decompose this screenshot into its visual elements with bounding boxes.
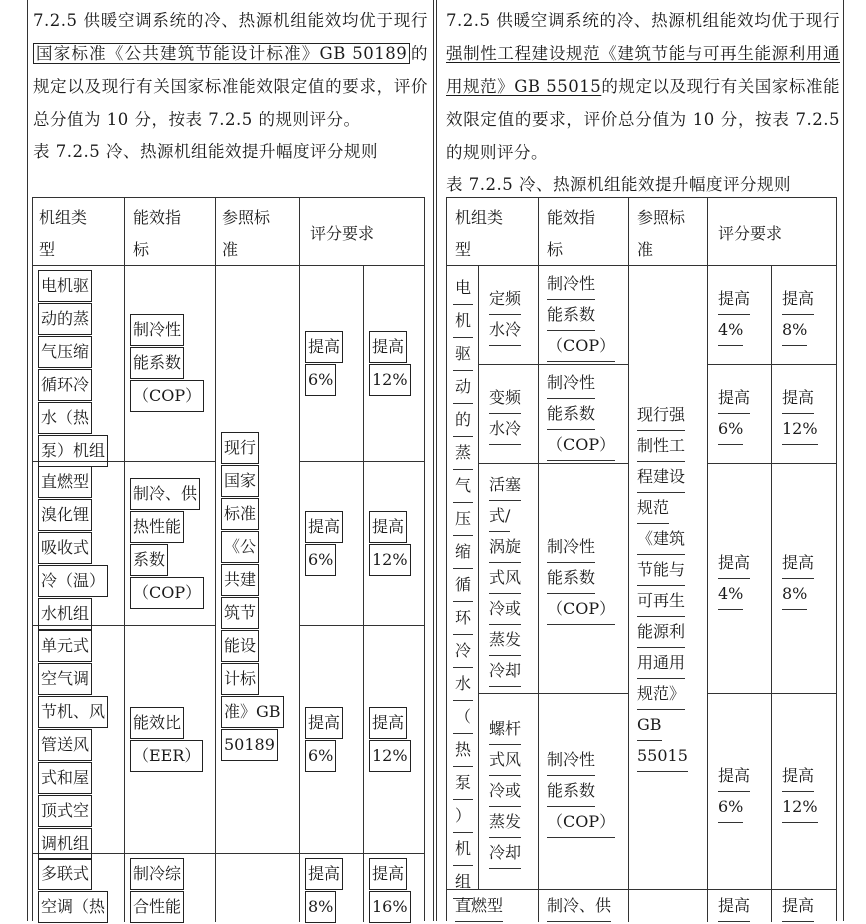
right-para-part-b: 的规定以及现行有关国家标准能效限定值的要求，评价总分值为 10 分，按表 7.2.5 的规则评分。 — [446, 77, 840, 162]
left-table — [32, 197, 425, 921]
left-header-ref: 参照标 准 — [216, 198, 300, 266]
left-row4-metric: 制冷综 合性能 — [125, 854, 216, 922]
right-para-underlined-standard: 强制性工程建设规范《建筑节能与可再生能源利用通用规范》GB 55015 — [446, 44, 840, 96]
right-row1-v2: 提高 8% — [772, 266, 836, 365]
left-header-metric: 能效指 标 — [125, 198, 216, 266]
right-row2-v1: 提高 6% — [708, 365, 772, 464]
right-para-part-a: 7.2.5 供暖空调系统的冷、热源机组能效均优于现行 — [446, 11, 840, 30]
right-border-line — [843, 0, 844, 921]
right-row5-v1: 提高 — [708, 890, 772, 922]
right-row2-v2: 提高 12% — [772, 365, 836, 464]
left-row2-metric: 制冷、供 热性能 系数 （COP） — [125, 462, 216, 626]
middle-divider-2 — [436, 0, 437, 921]
right-row1-metric: 制冷性 能系数 （COP） — [539, 266, 629, 365]
right-header-metric: 能效指 标 — [539, 198, 629, 266]
right-row4-v2: 提高 12% — [772, 694, 836, 890]
left-row1-v1: 提高 6% — [300, 266, 364, 462]
left-row2-type: 直燃型 溴化锂 吸收式 冷（温） 水机组 — [33, 462, 125, 626]
right-ref-merged: 现行强 制性工 程建设 规范 《建筑 节能与 可再生 能源利 用通用 规范》 GB 55015 — [629, 266, 708, 890]
left-row4-v2: 提高 16% — [364, 854, 424, 922]
left-para-part-b: 的规定以及现行有关国家标准能效限定值的要求，评价总分值为 10 分，按表 7.2.5 的规则评分。 — [33, 44, 429, 129]
left-para-boxed-standard: 国家标准《公共建筑节能设计标准》GB 50189 — [33, 43, 410, 64]
right-vertical-group: 电 机 驱 动 的 蒸 气 压 缩 循 环 冷 水 （ 热 泵 ） 机 组 — [447, 266, 479, 890]
left-row3-v1: 提高 6% — [300, 626, 364, 854]
left-row2-v2: 提高 12% — [364, 462, 424, 626]
right-row4-v1: 提高 6% — [708, 694, 772, 890]
left-row4-type: 多联式 空调（热 — [33, 854, 125, 922]
left-row4-ref — [216, 854, 300, 922]
right-row1-sub: 定频 水冷 — [479, 266, 539, 365]
right-row3-v2: 提高 8% — [772, 464, 836, 694]
left-row1-metric: 制冷性 能系数 （COP） — [125, 266, 216, 462]
right-row3-sub: 活塞 式/ 涡旋 式风 冷或 蒸发 冷却 — [479, 464, 539, 694]
right-column — [440, 0, 840, 921]
right-paragraph — [440, 0, 840, 169]
middle-divider — [433, 0, 434, 921]
left-row3-v2: 提高 12% — [364, 626, 424, 854]
left-row1-v2: 提高 12% — [364, 266, 424, 462]
left-row3-metric: 能效比 （EER） — [125, 626, 216, 854]
right-table — [446, 197, 837, 921]
right-header-type: 机组类 型 — [447, 198, 539, 266]
right-header-ref: 参照标 准 — [629, 198, 708, 266]
left-row3-type: 单元式 空气调 节机、风 管送风 式和屋 顶式空 调机组 — [33, 626, 125, 854]
right-row2-sub: 变频 水冷 — [479, 365, 539, 464]
left-row1-type: 电机驱 动的蒸 气压缩 循环冷 水（热 泵）机组 — [33, 266, 125, 462]
right-row5-metric: 制冷、供 — [539, 890, 629, 922]
right-row4-sub: 螺杆 式风 冷或 蒸发 冷却 — [479, 694, 539, 890]
right-table-caption: 表 7.2.5 冷、热源机组能效提升幅度评分规则 — [446, 175, 791, 194]
right-row4-metric: 制冷性 能系数 （COP） — [539, 694, 629, 890]
right-row5-v2: 提高 — [772, 890, 836, 922]
right-row3-metric: 制冷性 能系数 （COP） — [539, 464, 629, 694]
right-row3-v1: 提高 4% — [708, 464, 772, 694]
left-row4-v1: 提高 8% — [300, 854, 364, 922]
left-paragraph — [27, 0, 428, 136]
right-row5-sub: 直燃型 — [447, 890, 539, 922]
right-row5-ref — [629, 890, 708, 922]
left-table-caption: 表 7.2.5 冷、热源机组能效提升幅度评分规则 — [33, 142, 378, 161]
right-header-score: 评分要求 — [708, 198, 836, 266]
left-header-type: 机组类 型 — [33, 198, 125, 266]
left-para-part-a: 7.2.5 供暖空调系统的冷、热源机组能效均优于现行 — [33, 11, 428, 30]
right-row1-v1: 提高 4% — [708, 266, 772, 365]
left-header-score: 评分要求 — [300, 198, 424, 266]
left-ref-merged: 现行 国家 标准 《公 共建 筑节 能设 计标 准》GB 50189 — [216, 266, 300, 854]
left-row2-v1: 提高 6% — [300, 462, 364, 626]
right-row2-metric: 制冷性 能系数 （COP） — [539, 365, 629, 464]
left-column — [27, 0, 428, 921]
